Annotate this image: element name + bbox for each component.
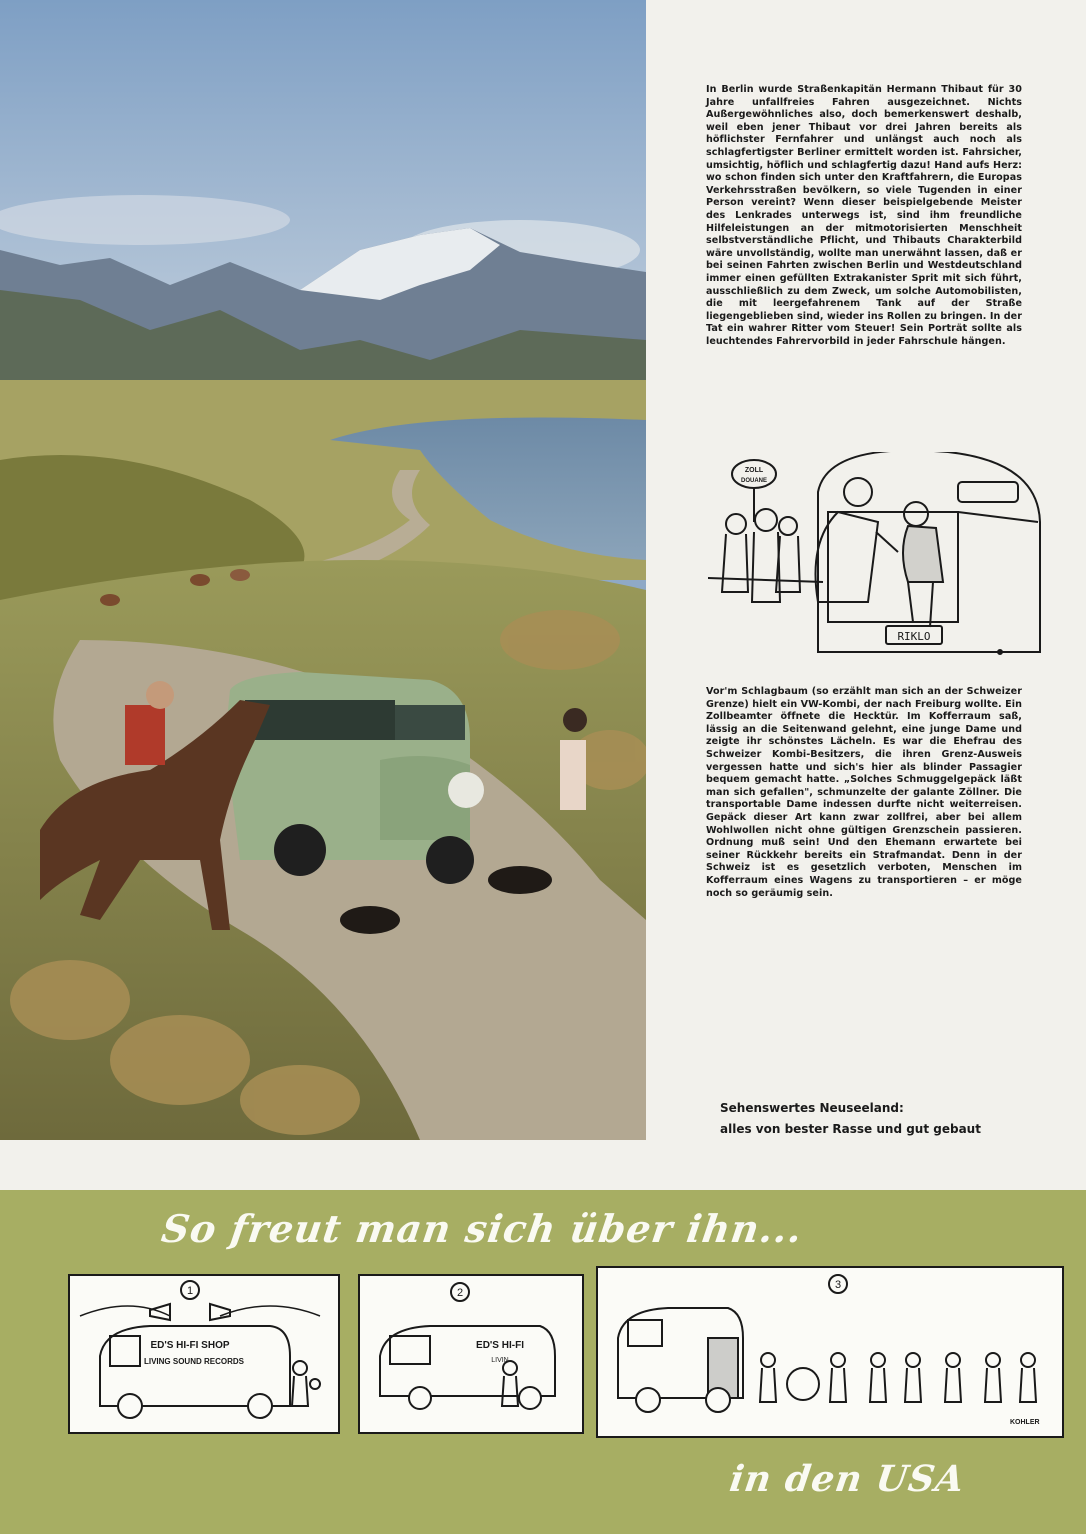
caption-line1: Sehenswertes Neuseeland: [720,1101,904,1115]
panel-2-drawing [360,1276,582,1432]
customs-cartoon [708,452,1044,670]
caption-line2: alles von bester Rasse und gut gebaut [720,1122,981,1136]
panel-3-signature: KOHLER [1010,1419,1040,1426]
panel-2-number: 2 [456,1287,464,1299]
panel-1-number: 1 [186,1285,194,1297]
license-plate: RIKLO [897,630,931,643]
article-thibaut: In Berlin wurde Straßenkapitän Hermann Thibaut für 30 Jahre unfallfreies Fahren ausgezeichnet. Nichts Außergewöhnliches also, doch bemerkenswert deshalb, weil eben jener Thibaut vor drei Jahren bereits als höflichster Fernfahrer und unlängst auch noch als schlagfertigster Berliner ermittelt worden ist. Fahrsicher, umsichtig, höflich und schlagfertig dazu! Hand aufs Herz: wo schon finden sich unter den Kraftfahrern, die Europas Verkehrsstraßen bevölkern, so viele Tugenden in einer Person vereint? Wenn dieser beispielgebende Meister des Lenkrades unterwegs ist, sind ihm freundliche Hilfeleistungen an der mitmotorisierten Menschheit selbstverständliche Pflicht, und Thibauts Charakterbild wäre unvollständig, wollte man unerwähnt lassen, daß er bei seinen Fahrten zwischen Berlin und Westdeutschland immer einen gefüllten Extrakanister Sprit mit sich führt, ausschließlich zu dem Zweck, um solche Automobilisten, die mit leergefahrenem Tank auf der Straße liegengeblieben sind, wieder ins Rollen zu bringen. In der Tat ein wahrer Ritter vom Steuer! Sein Porträt sollte als leuchtendes Fahrervorbild in jeder Fahrschule hängen. [706,84,1022,347]
photo-caption [720,1098,1040,1140]
landscape-photo [0,0,646,1140]
band-headline: So freut man sich über ihn... [158,1206,806,1251]
photo-illustration [0,0,646,1140]
panel-1-drawing [70,1276,338,1432]
panel-1-sign-line1: ED'S HI-FI SHOP [150,1340,230,1351]
customs-sign-line1: ZOLL [744,467,764,474]
panel-3-number: 3 [834,1279,842,1291]
cartoon-panel-2 [358,1274,584,1434]
panel-3-drawing [598,1268,1062,1436]
panel-2-sign-line2: LIVIN [491,1357,509,1364]
customs-cartoon-drawing [708,452,1044,670]
band-footline: in den USA [727,1458,968,1500]
vw-bus-illustration [225,672,484,884]
article-border-story: Vor'm Schlagbaum (so erzählt man sich an der Schweizer Grenze) hielt ein VW-Kombi, der nach Freiburg wollte. Ein Zollbeamter öffnete die Hecktür. Im Kofferraum saß, lässig an die Seitenwand gelehnt, eine junge Dame und zeigte ihr schönstes Lächeln. Es war die Ehefrau des Schweizer Kombi-Besitzers, die ihren Grenz-Ausweis vergessen hatte und sich's hier als blinder Passagier bequem gemacht hatte. „Solches Schmuggelgepäck läßt man sich gefallen", schmunzelte der galante Zöllner. Die transportable Dame indessen durfte nicht weiterreisen. Gepäck dieser Art kann zwar zollfrei, aber bei allem Wohlwollen nicht ohne gültigen Grenzschein passieren. Ordnung muß sein! Und den Ehemann erwartete bei seiner Rückkehr bereits ein Strafmandat. Denn in der Schweiz ist es gesetzlich verboten, Menschen im Kofferraum eines Wagens zu transportieren – er möge noch so geräumig sein. [706,686,1022,899]
cartoon-panel-1 [68,1274,340,1434]
customs-sign-line2: DOUANE [740,478,768,484]
panel-1-sign-line2: LIVING SOUND RECORDS [143,1357,245,1366]
panel-2-sign-line1: ED'S HI-FI [476,1340,524,1351]
cartoon-panel-3 [596,1266,1064,1438]
